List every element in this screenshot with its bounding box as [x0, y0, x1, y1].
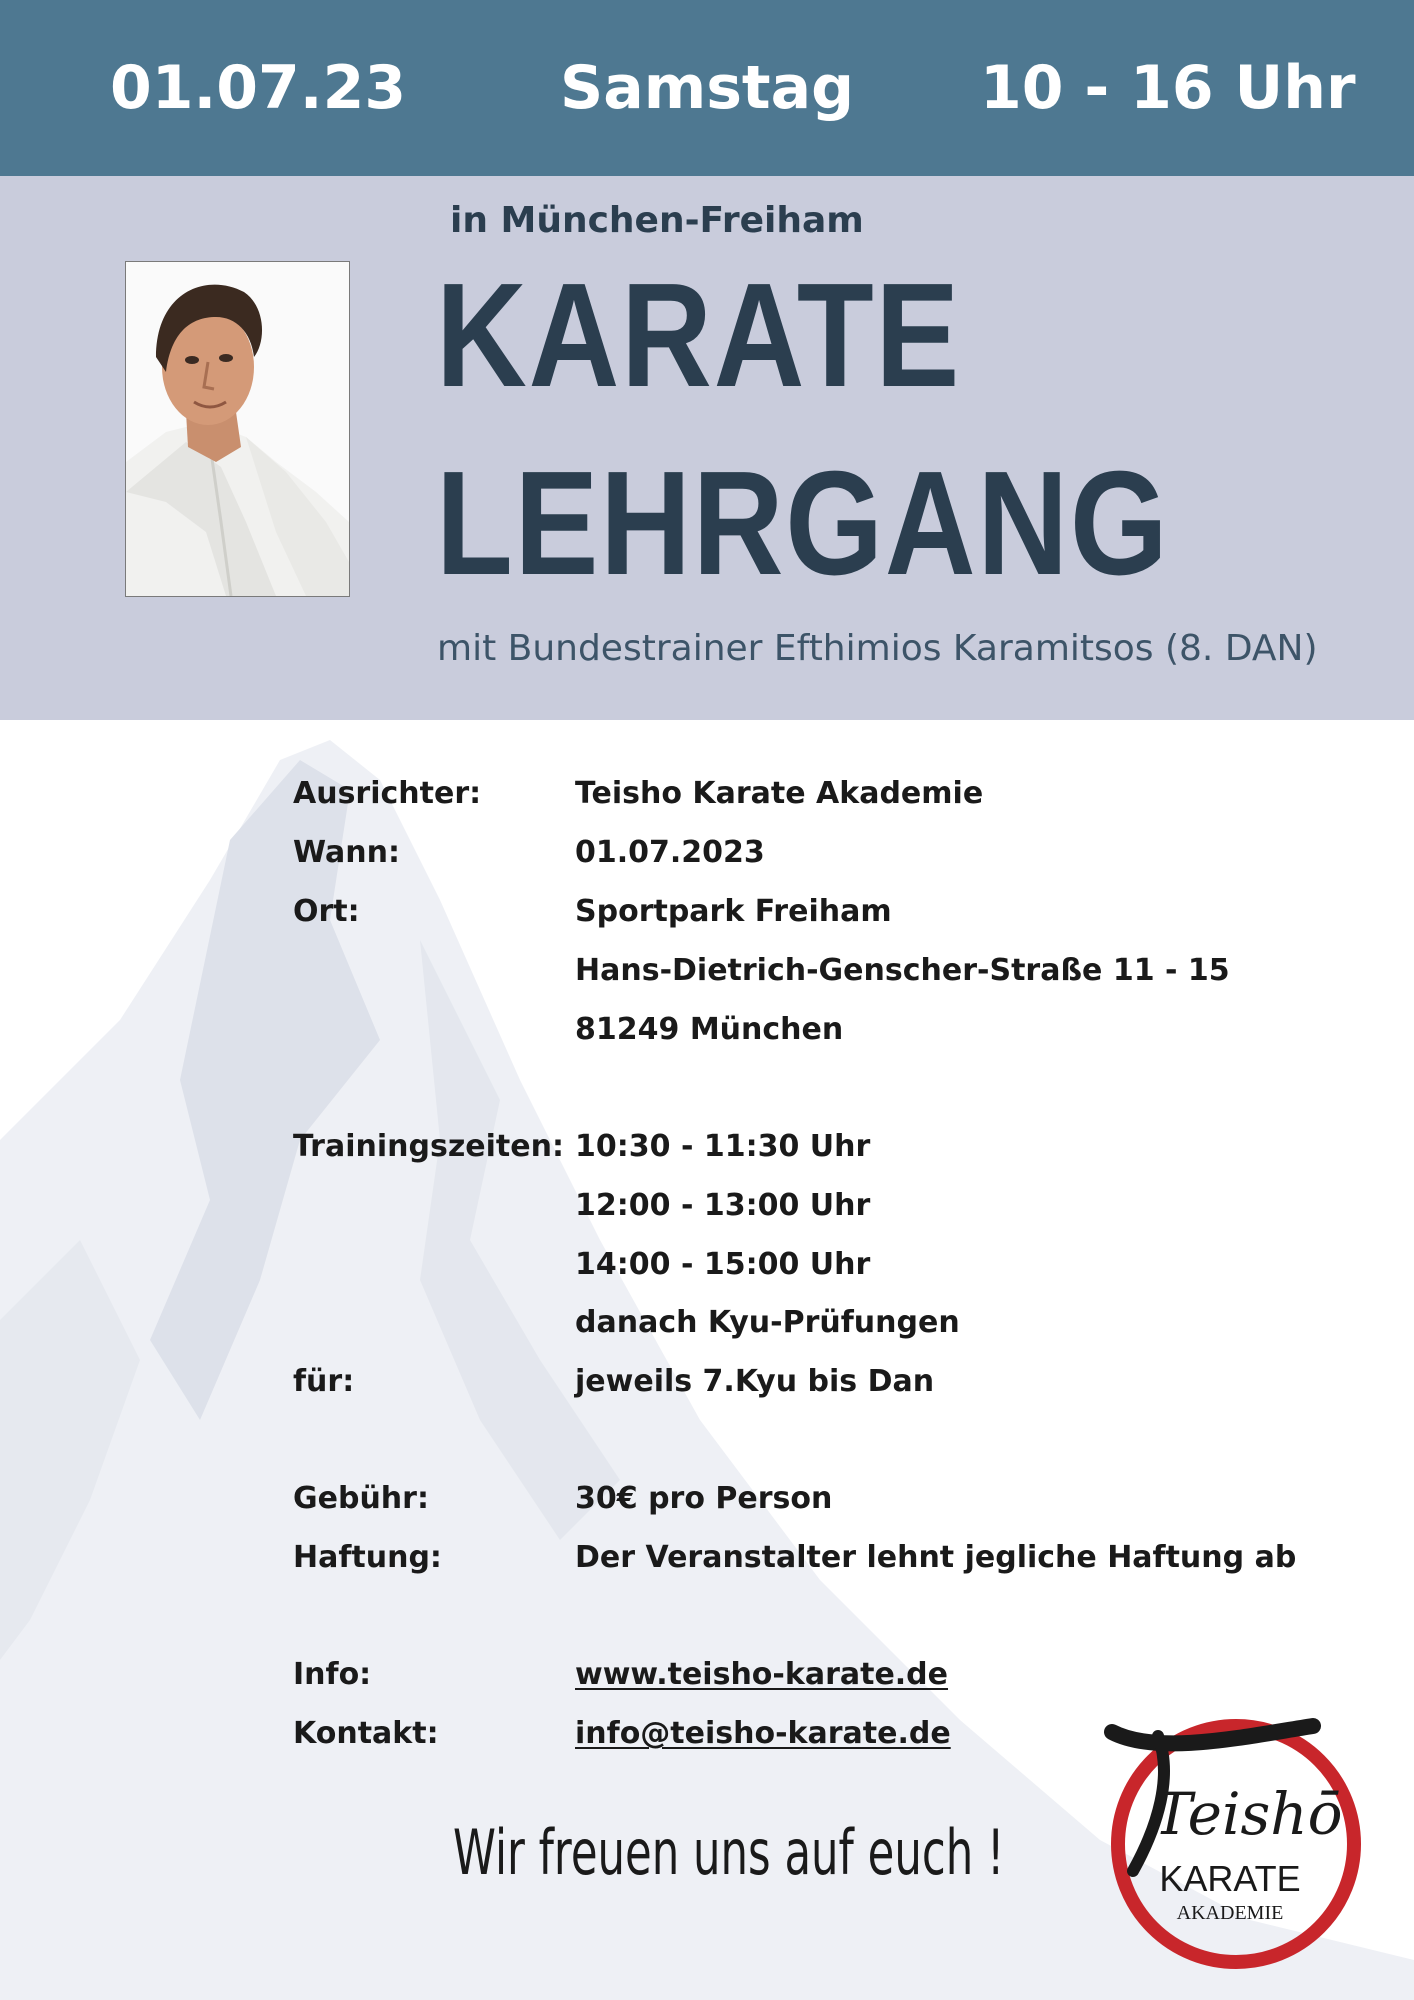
- place-line: 81249 München: [575, 1012, 844, 1047]
- teisho-logo: [1098, 1706, 1378, 1976]
- liability-value: Der Veranstalter lehnt jegliche Haftung ab: [575, 1540, 1297, 1575]
- contact-label: Kontakt:: [293, 1716, 439, 1751]
- times-line: 14:00 - 15:00 Uhr: [575, 1247, 871, 1282]
- organizer-label: Ausrichter:: [293, 776, 482, 811]
- event-location: in München-Freiham: [450, 200, 864, 241]
- fee-label: Gebühr:: [293, 1481, 429, 1516]
- event-time: 10 - 16 Uhr: [980, 53, 1356, 123]
- place-line: Sportpark Freiham: [575, 894, 892, 929]
- event-weekday: Samstag: [560, 53, 855, 123]
- times-line: danach Kyu-Prüfungen: [575, 1305, 960, 1340]
- times-line: 10:30 - 11:30 Uhr: [575, 1129, 871, 1164]
- email-link[interactable]: info@teisho-karate.de: [575, 1716, 951, 1751]
- logo-line-2: AKADEMIE: [1176, 1902, 1284, 1924]
- times-line: 12:00 - 13:00 Uhr: [575, 1188, 871, 1223]
- closing-message: Wir freuen uns auf euch !: [453, 1816, 1005, 1889]
- trainer-subtitle: mit Bundestrainer Efthimios Karamitsos (8. DAN): [437, 628, 1318, 669]
- organizer-value: Teisho Karate Akademie: [575, 776, 984, 811]
- times-label: Trainingszeiten:: [293, 1129, 564, 1164]
- info-label: Info:: [293, 1657, 372, 1692]
- website-link[interactable]: www.teisho-karate.de: [575, 1657, 949, 1692]
- place-line: Hans-Dietrich-Genscher-Straße 11 - 15: [575, 953, 1230, 988]
- fee-value: 30€ pro Person: [575, 1481, 833, 1516]
- title-line-1: KARATE: [436, 253, 962, 418]
- liability-label: Haftung:: [293, 1540, 442, 1575]
- logo-word: Teishō: [1153, 1780, 1343, 1848]
- event-date: 01.07.23: [110, 53, 407, 123]
- title-line-2: LEHRGANG: [436, 441, 1170, 606]
- for-label: für:: [293, 1364, 355, 1399]
- when-value: 01.07.2023: [575, 835, 765, 870]
- logo-line-1: KARATE: [1159, 1858, 1301, 1899]
- when-label: Wann:: [293, 835, 400, 870]
- for-value: jeweils 7.Kyu bis Dan: [575, 1364, 935, 1399]
- place-label: Ort:: [293, 894, 360, 929]
